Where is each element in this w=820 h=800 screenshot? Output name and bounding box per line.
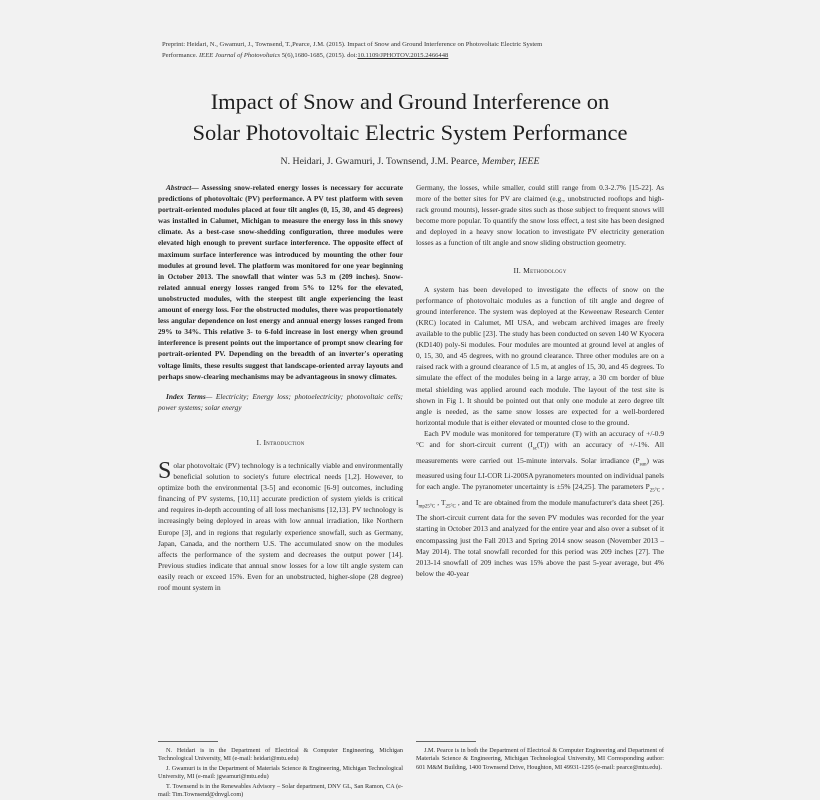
isc-subscript: sc: [532, 446, 537, 452]
introduction-paragraph: [158, 457, 403, 593]
author-names: N. Heidari, J. Gwamuri, J. Townsend, J.M. Pearce,: [280, 156, 482, 167]
t25-subscript: 25°C: [445, 504, 456, 510]
paper-title: [120, 86, 700, 148]
p25-subscript: 25°C: [649, 488, 661, 494]
footnote-rule-right: [416, 741, 476, 742]
footnote-heidari: N. Heidari is in the Department of Electrical & Computer Engineering, Michigan Technological University, MI (e-mail: heidari@mtu.edu): [158, 747, 403, 763]
index-terms: [158, 391, 403, 413]
right-column: [416, 182, 664, 579]
index-terms-text: — Electricity; Energy loss; photoelectricity; photovoltaic cells; power systems; solar energy: [158, 391, 403, 412]
footnote-townsend: T. Townsend is in the Renewables Advisory – Solar department, DNV GL, San Ramon, CA (e-mail: Tim.Townsend@dnvgl.com): [158, 782, 403, 799]
introduction-heading: [158, 437, 403, 448]
introduction-text: olar photovoltaic (PV) technology is a technically viable and environmentally beneficial solution to society's future electrical needs [1,2]. However, to optimize both the environmental [3-5] and economic [6-9] outcomes, including financing of PV systems, [10,11] accurate prediction of system yields is critical and requires in-depth accounting of all loss mechanisms [12,13]. PV technology is increasingly being deployed in areas with low annual irradiation, like Northern Europe [3], and in regions that regularly experience snowfall, such as Germany, Japan, Canada, and the northern U.S. The accumulated snow on the modules affects the performance of the system and decreases the output power [14]. Previous studies indicate that annual snow losses for a low tilt angle system can easily reach or exceed 15%. Even for an unobstructed, higher-slope (28 degree) roof mount system in: [158, 460, 403, 592]
title-line-2: Solar Photovoltaic Electric System Performance: [192, 120, 628, 145]
preprint-middle: 5(6),1680-1685, (2015). doi:: [280, 51, 358, 59]
methodology-text-f: , and Tc are obtained from the module manufacturer's data sheet [26]. The short-circuit current data for the seven PV modules was recorded for the year starting in October 2013 and analyzed for the entire year and also over a subset of it encompassing just the Fall 2013 and Spring 2014 snow season (November 2013 – May 2014). The total snowfall recorded for this period was 209 inches [27]. The 2013-14 snowfall of 209 inches was 15% above the past 5-year average, but 4% below the 40-year: [416, 497, 664, 578]
methodology-text-b: (T)) with an accuracy of +/-1%. All measurements were carried out 15-minute intervals. Solar irradiance (P: [416, 439, 664, 465]
preprint-line-1: Preprint: Heidari, N., Gwamuri, J., Townsend, T.,Pearce, J.M. (2015). Impact of Snow and Ground Interference on Photovoltaic Electric System: [162, 41, 543, 48]
imp25-subscript: mp25°C: [418, 504, 436, 510]
doi-link[interactable]: 10.1109/JPHOTOV.2015.2466448: [357, 51, 449, 59]
left-column: [158, 182, 403, 593]
methodology-text-a: Each PV module was monitored for temperature (T) with an accuracy of +/-0.9 °C and for short-circuit current (I: [416, 428, 664, 449]
introduction-heading-text: Introduction: [263, 437, 305, 447]
methodology-heading-text: Methodology: [523, 265, 567, 275]
author-list: [120, 156, 700, 167]
methodology-paragraph-2: [416, 428, 664, 579]
drop-cap: S: [158, 457, 172, 484]
footnotes-left: [158, 747, 403, 800]
introduction-continuation: Germany, the losses, while smaller, could still range from 0.3-2.7% [15-22]. As more of the better sites for PV are claimed (e.g., unobstructed rooftops and high-rack ground mounts), lesser-grade sites such as those subject to frequent snows will become more popular. To quantify the snow loss effect, a test site has been designed and deployed in a heavy snow location to investigate PV electricity generation losses as a function of tilt angle and snow sliding obstruction geometry.: [416, 183, 664, 248]
methodology-heading-number: II.: [513, 265, 524, 275]
introduction-heading-number: I.: [256, 437, 264, 447]
abstract-text: — Assessing snow-related energy losses is necessary for accurate predictions of photovoltaic (PV) performance. A PV test platform with seven portrait-oriented modules placed at four tilt angles (0, 15, 30, and 45 degrees) was installed in Calumet, Michigan to measure the energy loss in this snowy climate. As a best-case snow-shedding configuration, three modules were elevated high enough to prevent surface interference. The opposite effect of maximum surface interference was introduced by mounting the other four modules at ground level. The platform was monitored for one year beginning in October 2013. The snowfall that winter was 5.3 m (209 inches). Snow-related annual energy losses ranged from 5% to 12% for the elevated, unobstructed modules, with the steepest tilt angle experiencing the least amount of energy loss. For the obstructed modules, there was proportionately less angular dependence on lost energy and annual energy losses ranged from 29% to 34%. This relative 3- to 6-fold increase in lost energy when ground interference is present points out the importance of prompt snow clearing for portrait-oriented PV. Depending on the breadth of an inverter's operating voltage limits, these results suggest that landscape-oriented array layouts and perhaps snow-clearing mechanisms may be advantageous in snowy climates.: [158, 183, 403, 381]
index-terms-label: Index Terms: [166, 391, 206, 401]
preprint-prefix: Performance.: [162, 51, 199, 59]
methodology-text-c: ) was measured using four LI-COR Li-200SA pyranometers mounted on individual panels for each angle. The pyranometer uncertainty is ±5% [24,25]. The parameters P: [416, 455, 664, 492]
psun-subscript: sun: [639, 462, 647, 467]
footnotes-right: [416, 747, 664, 773]
preprint-citation: [162, 40, 682, 61]
title-line-1: Impact of Snow and Ground Interference on: [210, 89, 610, 114]
preprint-line-2: [162, 51, 682, 62]
footnote-pearce: J.M. Pearce is in both the Department of Electrical & Computer Engineering and Department of Materials Science & Engineering, Michigan Technological University, MI Corresponding author: 601 M&M Building, 1400 Townsend Drive, Houghton, MI 49931-1295 (e-mail: pearce@mtu.edu).: [416, 747, 664, 771]
methodology-text-e: , T: [435, 497, 446, 507]
author-membership: Member, IEEE: [481, 156, 540, 167]
methodology-paragraph-1: A system has been developed to investigate the effects of snow on the performance of photovoltaic modules as a function of tilt angle and degree of ground interference. The system was deployed at the Keweenaw Research Center (KRC) located in Calumet, MI USA, and webcam archived images are freely available to the public [23]. The study has been conducted on seven 140 W Kyocera (KD140) poly-Si modules. Four modules are mounted at ground level at angles of 0, 15, 30, and 45 degrees, with no ground clearance. Three other modules are on a raised rack with a ground clearance of 1.5 m, at angles of 15, 30, and 45 degrees. To simulate the effect of the modules being in a large array, a 30 cm border of blue metal shielding was applied around each module. The layout of the test site is shown in Fig 1. It should be pointed out that only one module at zero degree tilt angle is needed, as the same snow losses are expected for a well-bordered horizontal module that is either elevated or mounted close to the ground.: [416, 284, 664, 427]
journal-name: IEEE Journal of Photovoltaics: [198, 51, 281, 59]
abstract-label: Abstract: [166, 183, 192, 192]
abstract: [158, 182, 403, 382]
footnote-gwamuri: J. Gwamuri is in the Department of Materials Science & Engineering, Michigan Technological University, MI (e-mail: jgwamuri@mtu.edu): [158, 764, 403, 781]
footnote-rule-left: [158, 741, 218, 742]
methodology-heading: [416, 265, 664, 276]
methodology-text-d: , I: [416, 482, 664, 507]
